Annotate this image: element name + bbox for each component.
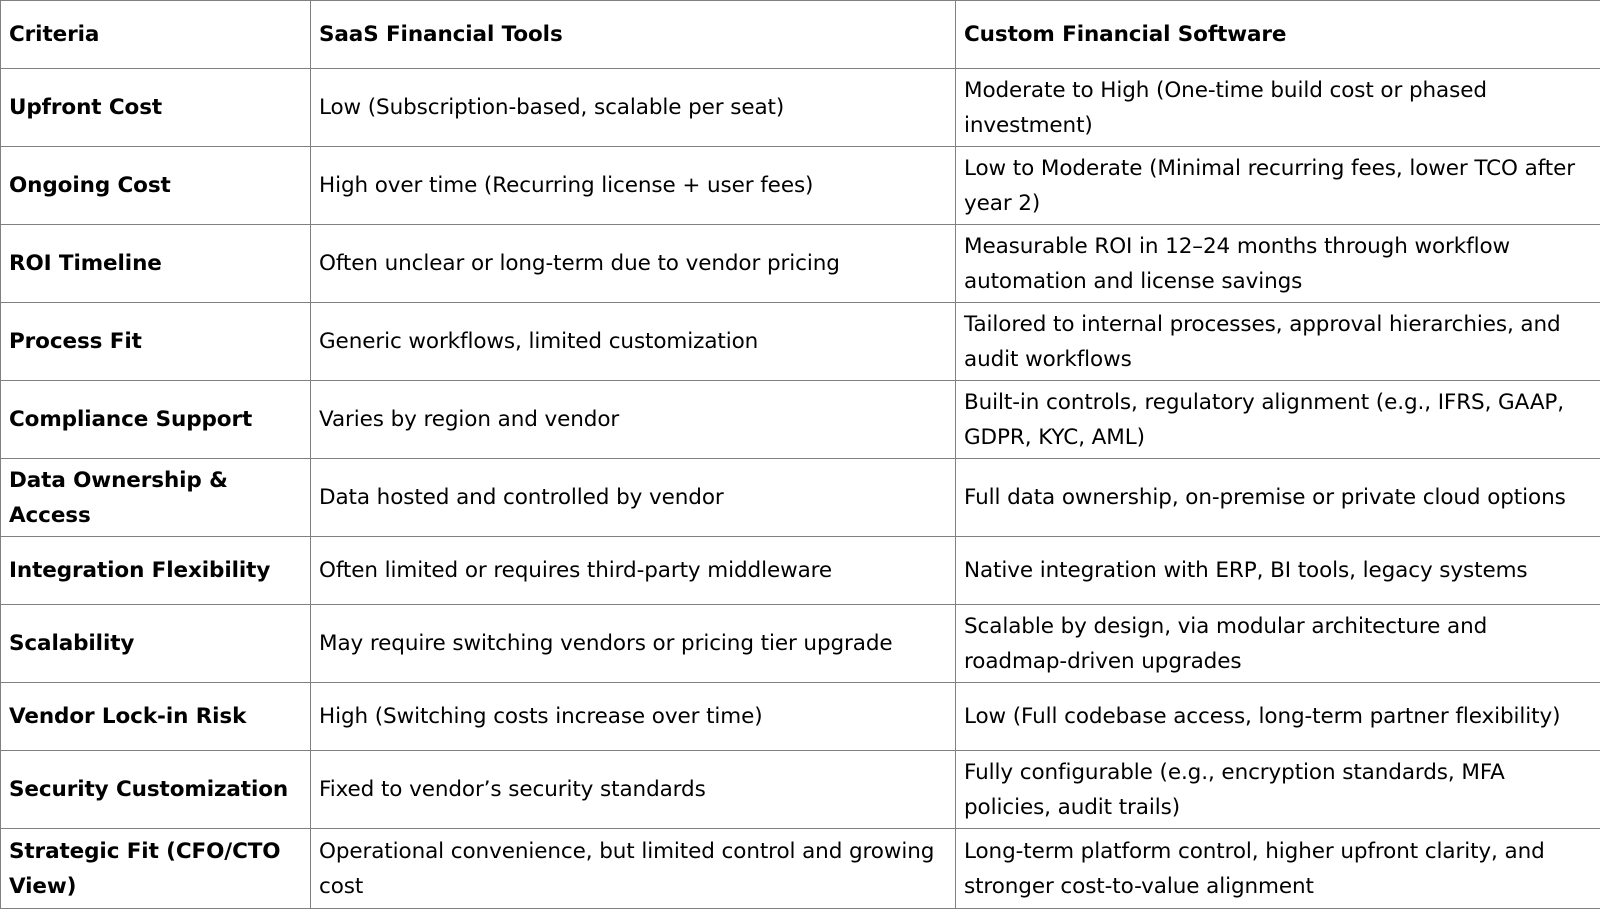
saas-cell: Often unclear or long-term due to vendor pricing [311,225,956,303]
custom-cell: Tailored to internal processes, approval hierarchies, and audit workflows [956,303,1600,381]
criteria-cell: Integration Flexibility [1,537,311,605]
saas-cell: Varies by region and vendor [311,381,956,459]
saas-cell: Generic workflows, limited customization [311,303,956,381]
custom-cell: Scalable by design, via modular architecture and roadmap-driven upgrades [956,605,1600,683]
criteria-cell: Scalability [1,605,311,683]
table-row [1,303,1600,381]
custom-cell: Full data ownership, on-premise or private cloud options [956,459,1600,537]
table-row [1,605,1600,683]
custom-cell: Native integration with ERP, BI tools, legacy systems [956,537,1600,605]
saas-cell: Operational convenience, but limited control and growing cost [311,829,956,909]
table-row [1,147,1600,225]
table-row [1,381,1600,459]
criteria-cell: Data Ownership & Access [1,459,311,537]
table-row [1,225,1600,303]
table-row [1,459,1600,537]
criteria-cell: Compliance Support [1,381,311,459]
custom-cell: Measurable ROI in 12–24 months through workflow automation and license savings [956,225,1600,303]
criteria-cell: Vendor Lock-in Risk [1,683,311,751]
saas-cell: Low (Subscription-based, scalable per seat) [311,69,956,147]
saas-cell: High over time (Recurring license + user fees) [311,147,956,225]
header-custom: Custom Financial Software [956,1,1600,69]
table-row [1,69,1600,147]
header-criteria: Criteria [1,1,311,69]
saas-cell: Fixed to vendor’s security standards [311,751,956,829]
criteria-cell: Security Customization [1,751,311,829]
custom-cell: Fully configurable (e.g., encryption standards, MFA policies, audit trails) [956,751,1600,829]
saas-cell: Often limited or requires third-party middleware [311,537,956,605]
criteria-cell: Process Fit [1,303,311,381]
custom-cell: Low (Full codebase access, long-term partner flexibility) [956,683,1600,751]
header-saas: SaaS Financial Tools [311,1,956,69]
custom-cell: Built-in controls, regulatory alignment (e.g., IFRS, GAAP, GDPR, KYC, AML) [956,381,1600,459]
criteria-cell: Ongoing Cost [1,147,311,225]
table-row [1,829,1600,909]
table-row [1,683,1600,751]
table-row [1,537,1600,605]
custom-cell: Long-term platform control, higher upfront clarity, and stronger cost-to-value alignment [956,829,1600,909]
custom-cell: Low to Moderate (Minimal recurring fees, lower TCO after year 2) [956,147,1600,225]
criteria-cell: Upfront Cost [1,69,311,147]
saas-cell: Data hosted and controlled by vendor [311,459,956,537]
saas-cell: May require switching vendors or pricing tier upgrade [311,605,956,683]
custom-cell: Moderate to High (One-time build cost or phased investment) [956,69,1600,147]
table-row [1,751,1600,829]
criteria-cell: ROI Timeline [1,225,311,303]
table-header-row [1,1,1600,69]
saas-cell: High (Switching costs increase over time) [311,683,956,751]
criteria-cell: Strategic Fit (CFO/CTO View) [1,829,311,909]
